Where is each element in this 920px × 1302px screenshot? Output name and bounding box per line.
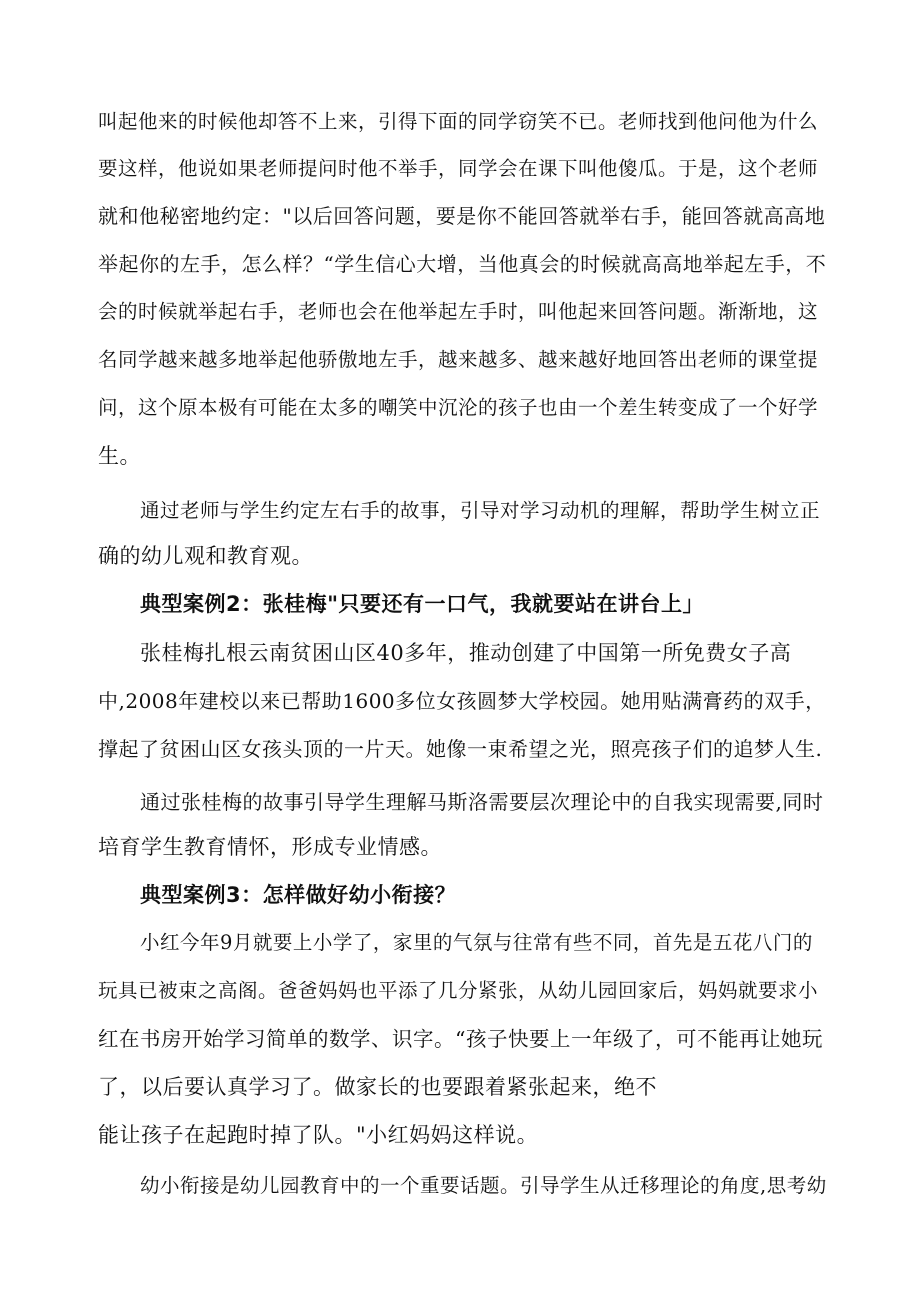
text-line: 通过老师与学生约定左右手的故事，引导对学习动机的理解，帮助学生树立正 xyxy=(140,499,821,522)
text-line: 了，以后要认真学习了。做家长的也要跟着紧张起来，绝不 xyxy=(98,1075,657,1099)
text-line: 就和他秘密地约定："以后回答问题，要是你不能回答就举右手，能回答就高高地 xyxy=(98,204,826,228)
text-line: 玩具已被束之高阁。爸爸妈妈也平添了几分紧张，从幼儿园回家后，妈妈就要求小 xyxy=(98,979,819,1002)
text-line: 张桂梅扎根云南贫困山区40多年，推动创建了中国第一所免费女子高 xyxy=(140,641,792,665)
text-line: 撑起了贫困山区女孩头顶的一片天。她像一束希望之光，照亮孩子们的追梦人生. xyxy=(98,737,823,761)
text-line: 名同学越来越多地举起他骄傲地左手，越来越多、越来越好地回答出老师的课堂提 xyxy=(98,348,819,371)
text-line: 幼小衔接是幼儿园教育中的一个重要话题。引导学生从迁移理论的角度,思考幼 xyxy=(140,1174,827,1197)
text-line: 小红今年9月就要上小学了，家里的气氛与往常有些不同，首先是五花八门的 xyxy=(140,931,813,954)
text-line: 确的幼儿观和教育观。 xyxy=(98,544,313,568)
text-line: 叫起他来的时候他却答不上来，引得下面的同学窃笑不已。老师找到他问他为什么 xyxy=(98,110,819,133)
text-line: 通过张桂梅的故事引导学生理解马斯洛需要层次理论中的自我实现需要,同时 xyxy=(140,790,824,814)
text-line: 能让孩子在起跑时掉了队。"小红妈妈这样说。 xyxy=(98,1123,539,1147)
text-line: 中,2008年建校以来已帮助1600多位女孩圆梦大学校园。她用贴满膏药的双手， xyxy=(98,689,826,713)
text-line: 举起你的左手，怎么样？“学生信心大增，当他真会的时候就高高地举起左手，不 xyxy=(98,252,827,276)
text-line: 会的时候就举起右手，老师也会在他举起左手时，叫他起来回答问题。渐渐地，这 xyxy=(98,300,819,323)
text-line: 红在书房开始学习简单的数学、识字。“孩子快要上一年级了，可不能再让她玩 xyxy=(98,1027,823,1051)
case-heading-3: 典型案例3：怎样做好幼小衔接？ xyxy=(140,883,457,907)
case-heading-2: 典型案例2：张桂梅"只要还有一口气，我就要站在讲台上」 xyxy=(140,592,705,616)
text-line: 要这样，他说如果老师提问时他不举手，同学会在课下叫他傻瓜。于是，这个老师 xyxy=(98,157,819,180)
text-line: 培育学生教育情怀，形成专业情感。 xyxy=(98,835,442,859)
text-line: 生。 xyxy=(98,444,141,468)
text-line: 问，这个原本极有可能在太多的嘲笑中沉沦的孩子也由一个差生转变成了一个好学 xyxy=(98,396,819,419)
